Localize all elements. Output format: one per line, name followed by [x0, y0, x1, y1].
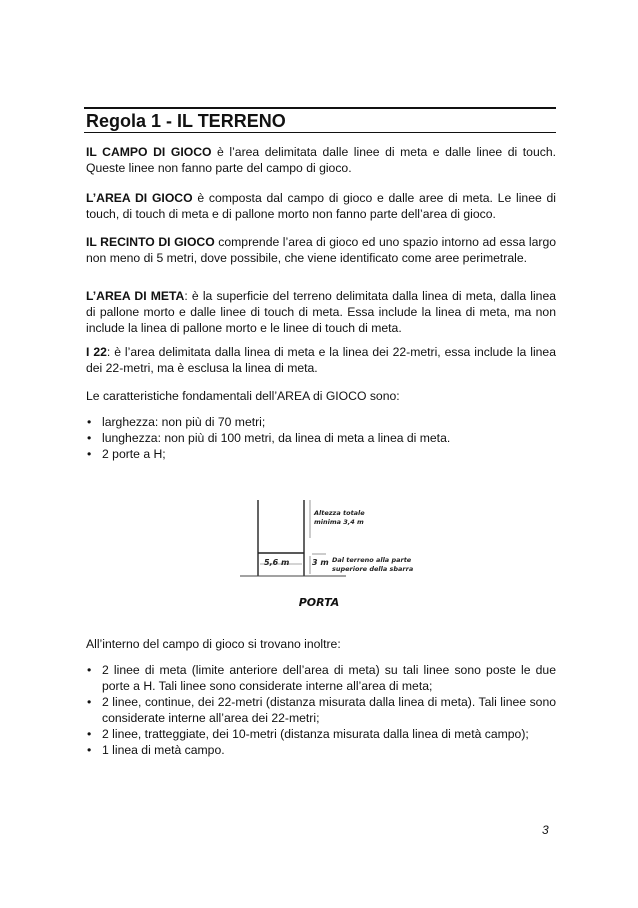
paragraph-i-22 — [86, 344, 556, 376]
inside-item-meta-campo: 1 linea di metà campo. — [102, 743, 225, 757]
definition-campo-di-gioco: è l’area delimitata dalle linee di meta e dalle linee di touch. Queste linee non fanno parte del campo di gioco. — [86, 145, 556, 175]
definition-recinto-di-gioco: comprende l’area di gioco ed uno spazio intorno ad essa largo non meno di 5 metri, dove possibile, che viene identificato come aree perimetrale. — [86, 235, 556, 265]
paragraph-recinto-di-gioco — [86, 234, 556, 266]
list-item — [86, 694, 556, 726]
paragraph-campo-di-gioco — [86, 144, 556, 176]
term-area-di-gioco: L’AREA DI GIOCO — [86, 191, 193, 205]
inside-item-linee-di-meta: 2 linee di meta (limite anteriore dell’area di meta) su tali linee sono poste le due porte a H. Tali linee sono considerate interne all’area di meta; — [102, 663, 556, 693]
bullet-icon: • — [87, 447, 92, 461]
paragraph-area-di-meta — [86, 288, 556, 336]
definition-area-di-meta: : è la superficie del terreno delimitata dalla linea di meta, dalla linea di pallone morto e dalle linee di touch di meta. Essa include la linea di meta, ma non include la linea di pallone morto e le linee di touch di meta. — [86, 289, 556, 335]
feature-porte: 2 porte a H; — [102, 447, 166, 461]
total-height-label: Altezza totale — [314, 509, 365, 517]
bullet-icon: • — [87, 743, 92, 757]
caratteristiche-intro-text: Le caratteristiche fondamentali dell’AREA di GIOCO sono: — [86, 389, 400, 403]
paragraph-area-di-gioco — [86, 190, 556, 222]
feature-larghezza: larghezza: non più di 70 metri; — [102, 415, 266, 429]
inside-item-linee-22-metri: 2 linee, continue, dei 22-metri (distanza misurata dalla linea di meta). Tali linee sono considerate interne all’area dei 22-metri; — [102, 695, 556, 725]
term-recinto-di-gioco: IL RECINTO DI GIOCO — [86, 235, 215, 249]
heading-top-rule — [84, 107, 556, 109]
bullet-icon: • — [87, 415, 92, 429]
page-heading: Regola 1 - IL TERRENO — [86, 111, 286, 131]
definition-i-22: : è l’area delimitata dalla linea di meta e la linea dei 22-metri, essa include la linea dei 22-metri, ma è esclusa la linea di meta. — [86, 345, 556, 375]
feature-lunghezza: lunghezza: non più di 100 metri, da linea di meta a linea di meta. — [102, 431, 451, 445]
crossbar-height-label: 3 m — [312, 558, 329, 567]
term-campo-di-gioco: IL CAMPO DI GIOCO — [86, 145, 212, 159]
total-height-value: minima 3,4 m — [314, 518, 364, 526]
inside-item-linee-10-metri: 2 linee, tratteggiate, dei 10-metri (distanza misurata dalla linea di metà campo); — [102, 727, 529, 741]
paragraph-inside-intro — [86, 636, 556, 652]
inside-list — [86, 662, 556, 758]
page-number: 3 — [542, 823, 549, 837]
goal-post-diagram — [236, 498, 414, 582]
bullet-icon: • — [87, 431, 92, 445]
heading-bottom-rule — [84, 132, 556, 133]
list-item — [86, 742, 556, 758]
bullet-icon: • — [87, 727, 92, 741]
crossbar-note-line-2: superiore della sbarra — [332, 565, 414, 573]
definition-area-di-gioco: è composta dal campo di gioco e dalle aree di meta. Le linee di touch, di touch di meta e di pallone morto non fanno parte dell’area di gioco. — [86, 191, 556, 221]
bullet-icon: • — [87, 695, 92, 709]
bullet-icon: • — [87, 663, 92, 677]
width-label: 5,6 m — [264, 558, 290, 567]
list-item — [86, 414, 556, 430]
features-list — [86, 414, 556, 462]
list-item — [86, 430, 556, 446]
term-i-22: I 22 — [86, 345, 107, 359]
paragraph-caratteristiche-intro — [86, 388, 556, 404]
term-area-di-meta: L’AREA DI META — [86, 289, 185, 303]
list-item — [86, 662, 556, 694]
crossbar-note-line-1: Dal terreno alla parte — [332, 556, 412, 564]
list-item — [86, 726, 556, 742]
list-item — [86, 446, 556, 462]
figure-caption: PORTA — [298, 596, 340, 609]
inside-intro-text: All’interno del campo di gioco si trovano inoltre: — [86, 637, 341, 651]
